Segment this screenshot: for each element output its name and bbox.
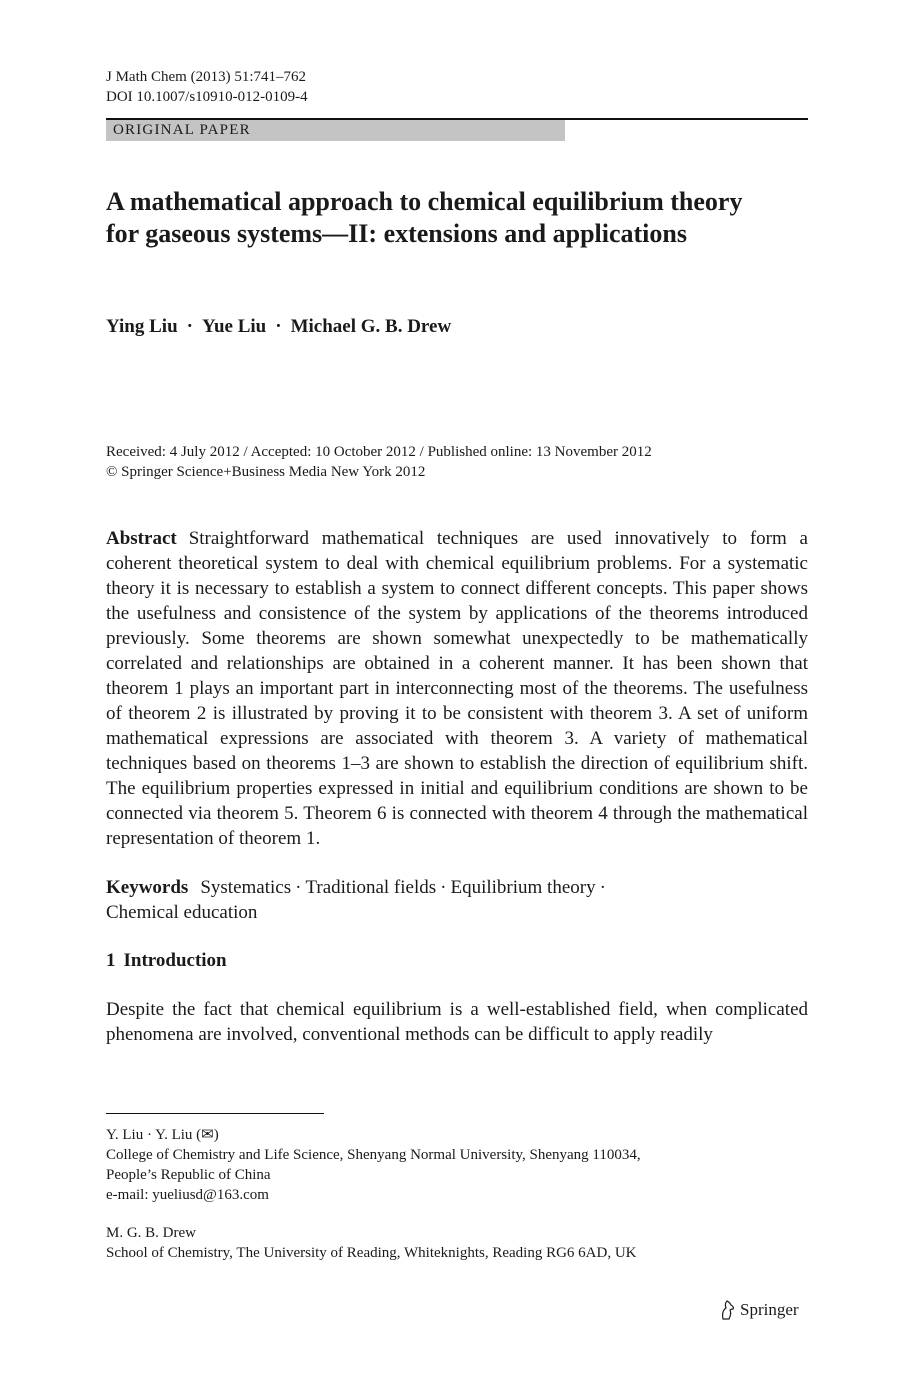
author-name: Ying Liu xyxy=(106,316,178,337)
keyword-separator: · xyxy=(440,877,447,898)
doi: DOI 10.1007/s10910-012-0109-4 xyxy=(106,89,308,105)
affiliation-authors: Y. Liu · Y. Liu (✉) xyxy=(106,1127,219,1143)
publication-history xyxy=(106,442,652,482)
body-paragraph: Despite the fact that chemical equilibrium is a well-established field, when complicated phenomena are involved, conventional methods can be difficult to apply readily xyxy=(106,999,808,1045)
keyword: Traditional fields xyxy=(305,877,437,898)
author-name: Michael G. B. Drew xyxy=(290,316,452,337)
author-separator: · xyxy=(186,316,193,337)
affiliation-email: e-mail: yueliusd@163.com xyxy=(106,1187,269,1203)
author-name: Yue Liu xyxy=(201,316,267,337)
affiliation xyxy=(106,1125,641,1205)
affiliation-authors: M. G. B. Drew xyxy=(106,1225,196,1241)
copyright-line: © Springer Science+Business Media New York 2012 xyxy=(106,464,426,480)
section-heading xyxy=(106,948,227,973)
affiliation-country: People’s Republic of China xyxy=(106,1167,271,1183)
abstract-label: Abstract xyxy=(106,528,177,549)
keyword: Equilibrium theory xyxy=(450,877,596,898)
abstract xyxy=(106,526,808,851)
paper-title: A mathematical approach to chemical equilibrium theory for gaseous systems—II: extensions and applications xyxy=(106,187,743,248)
affiliation-institution: College of Chemistry and Life Science, Shenyang Normal University, Shenyang 110034, xyxy=(106,1147,641,1163)
keyword: Chemical education xyxy=(106,902,258,923)
keywords-label: Keywords xyxy=(106,877,189,898)
dates-line: Received: 4 July 2012 / Accepted: 10 October 2012 / Published online: 13 November 2012 xyxy=(106,444,652,460)
keyword-separator: · xyxy=(599,877,606,898)
journal-citation: J Math Chem (2013) 51:741–762 xyxy=(106,69,306,85)
springer-horse-icon xyxy=(720,1300,736,1320)
publisher-name: Springer xyxy=(740,1300,799,1319)
section-number: 1 xyxy=(106,950,116,971)
abstract-text: Straightforward mathematical techniques are used innovatively to form a coherent theoretical system to deal with chemical equilibrium problems. For a systematic theory it is necessary to establish a system to connect different concepts. This paper shows the usefulness and consistence of the system by applications of the theorems introduced previously. Some theorems are shown somewhat unexpectedly to be mathematically correlated and relationships are obtained in a coherent manner. It has been shown that theorem 1 plays an important part in interconnecting most of the theorems. The usefulness of theorem 2 is illustrated by proving it to be consistent with theorem 3. A set of uniform mathematical expressions are associated with theorem 3. A variety of mathematical techniques based on theorems 1–3 are shown to establish the direction of equilibrium shift. The equilibrium properties expressed in initial and equilibrium conditions are shown to be connected via theorem 5. Theorem 6 is connected with theorem 4 through the mathematical representation of theorem 1. xyxy=(106,528,808,849)
footnote-rule xyxy=(106,1113,324,1114)
keywords xyxy=(106,875,808,925)
author-list xyxy=(106,316,451,338)
keyword: Systematics xyxy=(200,877,292,898)
article-type-label: ORIGINAL PAPER xyxy=(106,120,565,141)
author-separator: · xyxy=(275,316,282,337)
publisher-logo xyxy=(720,1299,799,1321)
affiliation xyxy=(106,1223,637,1263)
keyword-separator: · xyxy=(295,877,302,898)
journal-info xyxy=(106,67,308,107)
affiliation-institution: School of Chemistry, The University of Reading, Whiteknights, Reading RG6 6AD, UK xyxy=(106,1245,637,1261)
section-title: Introduction xyxy=(123,950,227,971)
